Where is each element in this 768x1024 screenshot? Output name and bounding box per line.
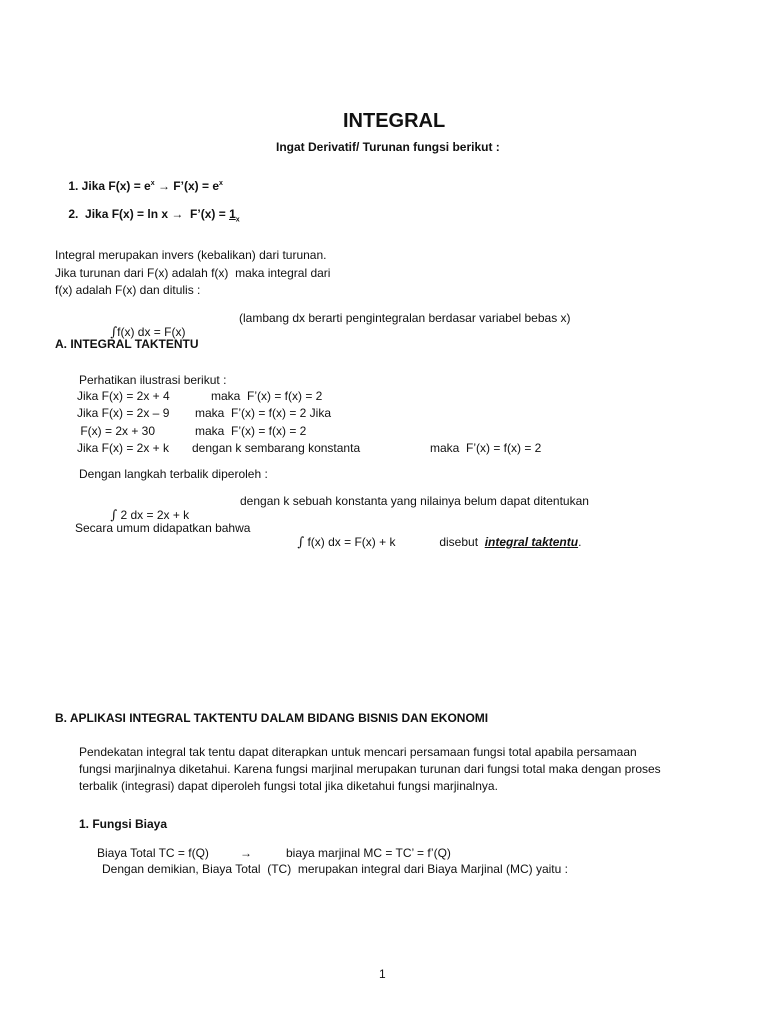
rule-1-left: 1. Jika F(x) = e xyxy=(68,179,151,193)
rule-1-exp-2: x xyxy=(219,180,223,187)
definition-line-1: Integral merupakan invers (kebalikan) dari turunan. xyxy=(55,248,327,262)
illustration-intro: Perhatikan ilustrasi berikut : xyxy=(79,373,227,387)
rule-1-exp-1: x xyxy=(150,180,155,187)
section-b-paragraph-line-3: terbalik (integrasi) dapat diperoleh fungsi total jika diketahui fungsi marjinalnya. xyxy=(79,779,498,793)
section-a-heading: A. INTEGRAL TAKTENTU xyxy=(55,337,199,351)
example-4-right: maka F’(x) = f(x) = 2 xyxy=(430,441,542,455)
integral-symbol: ∫ xyxy=(110,508,118,523)
section-b-heading: B. APLIKASI INTEGRAL TAKTENTU DALAM BIDANG BISNIS DAN EKONOMI xyxy=(55,711,489,725)
example-4-mid: dengan k sembarang konstanta xyxy=(192,441,361,455)
section-b-paragraph-line-1: Pendekatan integral tak tentu dapat diterapkan untuk mencari persamaan fungsi total apabila persamaan xyxy=(79,745,637,759)
intro-line: Ingat Derivatif/ Turunan fungsi berikut : xyxy=(276,140,500,154)
example-2-right: maka F’(x) = f(x) = 2 Jika xyxy=(195,406,332,420)
integral-taktentu-term: integral taktentu xyxy=(484,535,579,549)
general-formula-text: f(x) dx = F(x) + k xyxy=(307,535,396,549)
rule-2 xyxy=(55,193,240,235)
page-number: 1 xyxy=(379,967,386,981)
example-3-left: F(x) = 2x + 30 xyxy=(77,424,156,438)
notation-formula: f(x) dx = F(x) xyxy=(117,325,186,339)
example-3-right: maka F’(x) = f(x) = 2 xyxy=(195,424,307,438)
subsection-1-heading: 1. Fungsi Biaya xyxy=(79,817,168,831)
reverse-note: dengan k sebuah konstanta yang nilainya belum dapat ditentukan xyxy=(240,494,589,508)
rule-1-right: → F’(x) = e xyxy=(154,179,219,193)
rule-2-text: 2. Jika F(x) = ln x → F’(x) = xyxy=(68,207,230,221)
disebut-label: disebut xyxy=(439,535,479,549)
term-period: . xyxy=(578,535,582,549)
cost-integral-statement: Dengan demikian, Biaya Total (TC) merupakan integral dari Biaya Marjinal (MC) yaitu : xyxy=(102,862,568,876)
integral-symbol: ∫ xyxy=(297,535,305,550)
example-2-left: Jika F(x) = 2x – 9 xyxy=(77,406,170,420)
reverse-intro: Dengan langkah terbalik diperoleh : xyxy=(79,467,268,481)
example-4-left: Jika F(x) = 2x + k xyxy=(77,441,170,455)
general-formula xyxy=(284,521,395,564)
notation-note: (lambang dx berarti pengintegralan berdasar variabel bebas x) xyxy=(239,311,571,325)
definition-line-2: Jika turunan dari F(x) adalah f(x) maka integral dari xyxy=(55,266,331,280)
example-1-right: maka F’(x) = f(x) = 2 xyxy=(211,389,323,403)
general-statement-intro: Secara umum didapatkan bahwa xyxy=(75,521,251,535)
integral-symbol: ∫ xyxy=(110,325,118,340)
definition-line-3: f(x) adalah F(x) dan ditulis : xyxy=(55,283,201,297)
marginal-cost-label: biaya marjinal MC = TC’ = f’(Q) xyxy=(286,846,451,860)
reverse-formula-text: 2 dx = 2x + k xyxy=(120,508,190,522)
cost-total-label: Biaya Total TC = f(Q) xyxy=(97,846,209,860)
page-title: INTEGRAL xyxy=(343,110,446,132)
example-1-left: Jika F(x) = 2x + 4 xyxy=(77,389,170,403)
rule-2-numerator: 1 xyxy=(229,207,236,221)
rule-2-denominator: x xyxy=(235,216,240,224)
arrow-icon: → xyxy=(240,846,252,860)
general-statement-term xyxy=(426,521,581,563)
section-b-paragraph-line-2: fungsi marjinalnya diketahui. Karena fungsi marjinal merupakan turunan dari fungsi total maka dengan proses xyxy=(79,762,661,776)
